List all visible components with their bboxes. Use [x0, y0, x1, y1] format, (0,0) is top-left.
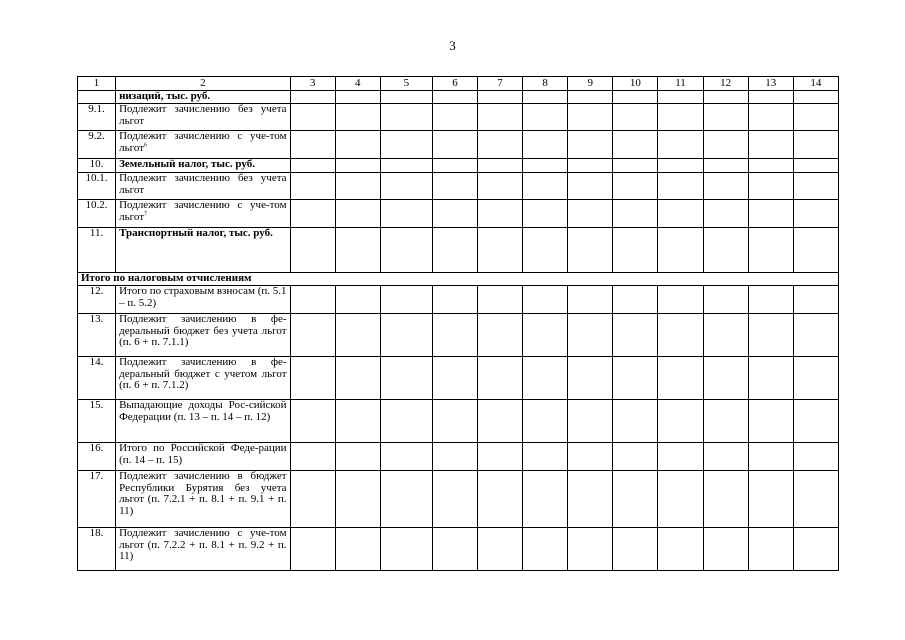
- column-header: 2: [116, 77, 290, 91]
- value-cell: [335, 91, 380, 104]
- value-cell: [748, 471, 793, 528]
- value-cell: [703, 131, 748, 159]
- table-row: [78, 200, 839, 228]
- row-number: 18.: [78, 528, 116, 571]
- value-cell: [290, 200, 335, 228]
- value-cell: [703, 528, 748, 571]
- value-cell: [748, 314, 793, 357]
- value-cell: [523, 400, 568, 443]
- value-cell: [478, 314, 523, 357]
- table-row: [78, 159, 839, 173]
- row-description: [116, 400, 290, 443]
- value-cell: [523, 200, 568, 228]
- table-row: [78, 528, 839, 571]
- row-number: 10.: [78, 159, 116, 173]
- value-cell: [613, 443, 658, 471]
- value-cell: [523, 286, 568, 314]
- value-cell: [432, 357, 477, 400]
- value-cell: [290, 286, 335, 314]
- row-number: 9.1.: [78, 104, 116, 131]
- value-cell: [380, 104, 432, 131]
- value-cell: [658, 400, 703, 443]
- value-cell: [432, 200, 477, 228]
- value-cell: [613, 400, 658, 443]
- value-cell: [523, 314, 568, 357]
- value-cell: [793, 200, 838, 228]
- value-cell: [335, 131, 380, 159]
- row-description: [116, 104, 290, 131]
- value-cell: [290, 471, 335, 528]
- value-cell: [478, 400, 523, 443]
- row-description: [116, 131, 290, 159]
- table-row: [78, 104, 839, 131]
- value-cell: [478, 131, 523, 159]
- value-cell: [290, 357, 335, 400]
- value-cell: [568, 104, 613, 131]
- row-number: 13.: [78, 314, 116, 357]
- value-cell: [748, 173, 793, 200]
- value-cell: [703, 91, 748, 104]
- row-number: 9.2.: [78, 131, 116, 159]
- header-row: [78, 77, 839, 91]
- value-cell: [380, 286, 432, 314]
- value-cell: [793, 528, 838, 571]
- row-description: [116, 159, 290, 173]
- value-cell: [432, 173, 477, 200]
- value-cell: [793, 443, 838, 471]
- value-cell: [658, 286, 703, 314]
- value-cell: [432, 286, 477, 314]
- value-cell: [748, 400, 793, 443]
- table-row: [78, 91, 839, 104]
- value-cell: [335, 228, 380, 273]
- value-cell: [478, 91, 523, 104]
- value-cell: [793, 286, 838, 314]
- row-description-text: Подлежит зачислению в бюджет Республики Бурятия без учета льгот (п. 7.2.1 + п. 8.1 + п. 9.1 + п. 11): [119, 470, 287, 517]
- value-cell: [568, 400, 613, 443]
- row-description: [116, 357, 290, 400]
- value-cell: [703, 357, 748, 400]
- value-cell: [568, 357, 613, 400]
- value-cell: [432, 228, 477, 273]
- section-title: Итого по налоговым отчислениям: [78, 273, 839, 286]
- value-cell: [658, 357, 703, 400]
- value-cell: [748, 200, 793, 228]
- value-cell: [793, 228, 838, 273]
- value-cell: [478, 286, 523, 314]
- value-cell: [793, 159, 838, 173]
- value-cell: [478, 471, 523, 528]
- value-cell: [568, 173, 613, 200]
- value-cell: [703, 104, 748, 131]
- row-number: 17.: [78, 471, 116, 528]
- footnote-marker: 7: [144, 210, 147, 217]
- value-cell: [658, 314, 703, 357]
- row-description: [116, 314, 290, 357]
- value-cell: [793, 131, 838, 159]
- column-header: 9: [568, 77, 613, 91]
- value-cell: [613, 286, 658, 314]
- value-cell: [658, 104, 703, 131]
- value-cell: [613, 91, 658, 104]
- table-row: [78, 443, 839, 471]
- value-cell: [380, 228, 432, 273]
- value-cell: [432, 314, 477, 357]
- value-cell: [432, 159, 477, 173]
- value-cell: [658, 528, 703, 571]
- value-cell: [290, 400, 335, 443]
- value-cell: [703, 173, 748, 200]
- value-cell: [658, 159, 703, 173]
- value-cell: [613, 228, 658, 273]
- value-cell: [523, 173, 568, 200]
- value-cell: [748, 228, 793, 273]
- value-cell: [478, 200, 523, 228]
- value-cell: [568, 131, 613, 159]
- value-cell: [432, 471, 477, 528]
- row-number: 16.: [78, 443, 116, 471]
- value-cell: [658, 471, 703, 528]
- column-header: 6: [432, 77, 477, 91]
- value-cell: [478, 173, 523, 200]
- value-cell: [290, 159, 335, 173]
- value-cell: [335, 104, 380, 131]
- column-header: 8: [523, 77, 568, 91]
- value-cell: [432, 131, 477, 159]
- column-header: 5: [380, 77, 432, 91]
- row-description: [116, 200, 290, 228]
- value-cell: [613, 314, 658, 357]
- value-cell: [748, 528, 793, 571]
- value-cell: [290, 104, 335, 131]
- column-header: 11: [658, 77, 703, 91]
- table-row: [78, 400, 839, 443]
- value-cell: [380, 443, 432, 471]
- row-description-text: Подлежит зачислению в фе-деральный бюджет без учета льгот (п. 6 + п. 7.1.1): [119, 313, 287, 348]
- column-header: 12: [703, 77, 748, 91]
- row-description-text: низаций, тыс. руб.: [119, 90, 211, 102]
- value-cell: [568, 443, 613, 471]
- value-cell: [290, 443, 335, 471]
- value-cell: [335, 443, 380, 471]
- column-header: 4: [335, 77, 380, 91]
- table-row: [78, 228, 839, 273]
- value-cell: [613, 173, 658, 200]
- value-cell: [748, 357, 793, 400]
- value-cell: [335, 528, 380, 571]
- row-description-text: Подлежит зачислению с уче-том льгот (п. 7.2.2 + п. 8.1 + п. 9.2 + п. 11): [119, 527, 287, 562]
- row-description: [116, 91, 290, 104]
- value-cell: [380, 159, 432, 173]
- value-cell: [703, 471, 748, 528]
- value-cell: [658, 131, 703, 159]
- footnote-marker: 6: [144, 141, 147, 148]
- value-cell: [568, 286, 613, 314]
- value-cell: [523, 91, 568, 104]
- value-cell: [793, 314, 838, 357]
- row-number: 10.2.: [78, 200, 116, 228]
- value-cell: [793, 400, 838, 443]
- row-number: 14.: [78, 357, 116, 400]
- value-cell: [793, 91, 838, 104]
- row-description-text: Подлежит зачислению без учета льгот: [119, 103, 287, 127]
- value-cell: [523, 159, 568, 173]
- value-cell: [568, 200, 613, 228]
- value-cell: [335, 357, 380, 400]
- value-cell: [290, 173, 335, 200]
- value-cell: [703, 400, 748, 443]
- row-description-text: Итого по страховым взносам (п. 5.1 – п. 5.2): [119, 285, 287, 309]
- value-cell: [432, 443, 477, 471]
- table-row: [78, 471, 839, 528]
- value-cell: [380, 314, 432, 357]
- row-description-text: Выпадающие доходы Рос-сийской Федерации (п. 13 – п. 14 – п. 12): [119, 399, 287, 423]
- value-cell: [568, 228, 613, 273]
- value-cell: [523, 471, 568, 528]
- row-description-text: Подлежит зачислению с уче-том льгот: [119, 199, 287, 223]
- value-cell: [748, 104, 793, 131]
- row-description-text: Подлежит зачислению без учета льгот: [119, 172, 287, 196]
- value-cell: [568, 91, 613, 104]
- column-header: 14: [793, 77, 838, 91]
- value-cell: [380, 200, 432, 228]
- value-cell: [613, 104, 658, 131]
- value-cell: [523, 443, 568, 471]
- value-cell: [568, 159, 613, 173]
- value-cell: [703, 200, 748, 228]
- value-cell: [703, 443, 748, 471]
- value-cell: [335, 314, 380, 357]
- value-cell: [568, 528, 613, 571]
- value-cell: [380, 528, 432, 571]
- value-cell: [380, 131, 432, 159]
- value-cell: [748, 131, 793, 159]
- value-cell: [335, 286, 380, 314]
- value-cell: [478, 228, 523, 273]
- report-table: [77, 76, 839, 571]
- value-cell: [613, 528, 658, 571]
- row-description: [116, 471, 290, 528]
- row-description-text: Транспортный налог, тыс. руб.: [119, 227, 273, 239]
- value-cell: [748, 443, 793, 471]
- value-cell: [523, 228, 568, 273]
- row-description: [116, 443, 290, 471]
- column-header: 7: [478, 77, 523, 91]
- table-row: [78, 173, 839, 200]
- value-cell: [658, 443, 703, 471]
- row-description: [116, 286, 290, 314]
- column-header: 1: [78, 77, 116, 91]
- value-cell: [478, 159, 523, 173]
- value-cell: [523, 357, 568, 400]
- row-number: 10.1.: [78, 173, 116, 200]
- value-cell: [613, 471, 658, 528]
- value-cell: [793, 104, 838, 131]
- row-description: [116, 528, 290, 571]
- value-cell: [703, 228, 748, 273]
- value-cell: [290, 91, 335, 104]
- value-cell: [335, 400, 380, 443]
- value-cell: [335, 173, 380, 200]
- value-cell: [748, 91, 793, 104]
- value-cell: [658, 200, 703, 228]
- value-cell: [432, 91, 477, 104]
- column-header: 10: [613, 77, 658, 91]
- value-cell: [703, 159, 748, 173]
- value-cell: [613, 357, 658, 400]
- value-cell: [748, 286, 793, 314]
- value-cell: [380, 357, 432, 400]
- value-cell: [335, 471, 380, 528]
- section-row: [78, 273, 839, 286]
- row-number: 15.: [78, 400, 116, 443]
- value-cell: [793, 471, 838, 528]
- table-row: [78, 286, 839, 314]
- value-cell: [478, 528, 523, 571]
- column-header: 3: [290, 77, 335, 91]
- column-header: 13: [748, 77, 793, 91]
- value-cell: [703, 314, 748, 357]
- value-cell: [290, 131, 335, 159]
- value-cell: [478, 443, 523, 471]
- value-cell: [335, 159, 380, 173]
- table-row: [78, 357, 839, 400]
- value-cell: [748, 159, 793, 173]
- value-cell: [432, 528, 477, 571]
- value-cell: [380, 400, 432, 443]
- value-cell: [613, 131, 658, 159]
- row-description: [116, 228, 290, 273]
- value-cell: [380, 91, 432, 104]
- row-number: [78, 91, 116, 104]
- value-cell: [432, 104, 477, 131]
- value-cell: [658, 91, 703, 104]
- value-cell: [290, 228, 335, 273]
- value-cell: [478, 357, 523, 400]
- value-cell: [380, 471, 432, 528]
- value-cell: [290, 314, 335, 357]
- table-row: [78, 314, 839, 357]
- value-cell: [568, 314, 613, 357]
- value-cell: [658, 228, 703, 273]
- value-cell: [335, 200, 380, 228]
- value-cell: [523, 131, 568, 159]
- value-cell: [523, 528, 568, 571]
- value-cell: [523, 104, 568, 131]
- value-cell: [290, 528, 335, 571]
- row-description-text: Итого по Российской Феде-рации (п. 14 – п. 15): [119, 442, 287, 466]
- value-cell: [432, 400, 477, 443]
- value-cell: [613, 200, 658, 228]
- row-number: 11.: [78, 228, 116, 273]
- value-cell: [478, 104, 523, 131]
- value-cell: [793, 357, 838, 400]
- value-cell: [793, 173, 838, 200]
- value-cell: [568, 471, 613, 528]
- value-cell: [380, 173, 432, 200]
- row-description-text: Земельный налог, тыс. руб.: [119, 158, 255, 170]
- value-cell: [613, 159, 658, 173]
- row-description: [116, 173, 290, 200]
- row-number: 12.: [78, 286, 116, 314]
- page-number: 3: [449, 38, 456, 53]
- table-row: [78, 131, 839, 159]
- value-cell: [658, 173, 703, 200]
- row-description-text: Подлежит зачислению с уче-том льгот: [119, 130, 287, 154]
- value-cell: [703, 286, 748, 314]
- row-description-text: Подлежит зачислению в фе-деральный бюджет с учетом льгот (п. 6 + п. 7.1.2): [119, 356, 287, 391]
